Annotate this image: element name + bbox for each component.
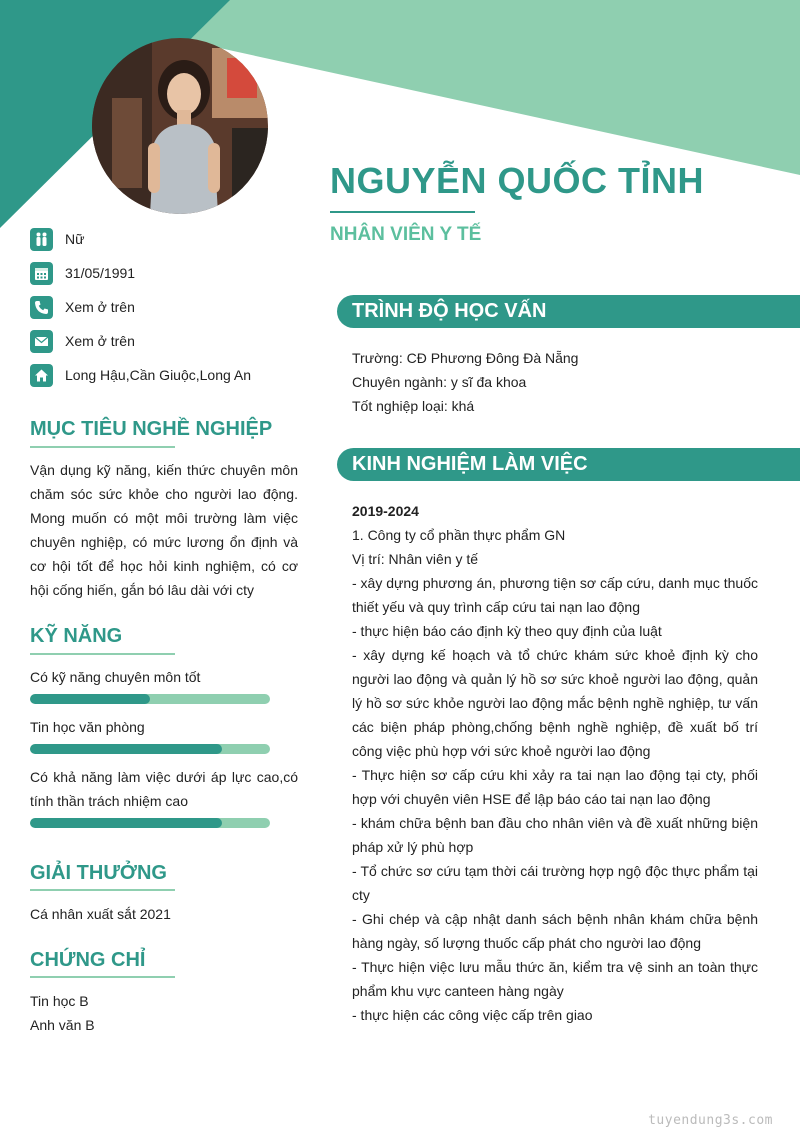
award-item: Cá nhân xuất sắt 2021 [30,906,171,922]
skills-underline [30,653,175,655]
experience-duty: - thực hiện các công việc cấp trên giao [352,1007,593,1023]
mail-icon [30,330,53,353]
certificate-item: Anh văn B [30,1017,95,1033]
contact-phone [30,290,320,324]
skill-label: Có khả năng làm việc dưới áp lực cao,có tính thần trách nhiệm cao [30,769,298,809]
skill-bar-fill [30,694,150,704]
contact-list [30,222,320,392]
awards-title: GIẢI THƯỞNG [30,862,167,884]
objective-text: Vận dụng kỹ năng, kiến thức chuyên môn chăm sóc sức khỏe cho người lao động. Mong muốn có một môi trường làm việc chuyên nghiệp, có mức lương ổn định và cơ hội tốt để học hỏi kinh nghiệm, có cơ hội cống hiến, gắn bó lâu dài với cty [30,462,298,598]
objective-underline [30,446,175,448]
education-title: TRÌNH ĐỘ HỌC VẤN [352,300,547,322]
experience-duty: - Tổ chức sơ cứu tạm thời cái trường hợp ngộ độc thực phẩm tại cty [352,863,758,903]
experience-company: 1. Công ty cổ phần thực phẩm GN [352,527,566,543]
contact-email [30,324,320,358]
skill-bar [30,818,270,828]
skills-title: KỸ NĂNG [30,625,123,647]
certificates-title: CHỨNG CHỈ [30,949,146,971]
education-header [337,295,800,328]
profile-photo [92,38,268,214]
contact-gender [30,222,320,256]
certificates-underline [30,976,175,978]
job-position: NHÂN VIÊN Y TẾ [330,224,482,245]
skill-label: Tin học văn phòng [30,719,145,735]
home-icon [30,364,53,387]
education-major: Chuyên ngành: y sĩ đa khoa [352,374,527,390]
objective-title: MỤC TIÊU NGHỀ NGHIỆP [30,418,273,440]
contact-address-text: Long Hậu,Cần Giuộc,Long An [65,367,252,383]
experience-role: Vị trí: Nhân viên y tế [352,551,479,567]
experience-header [337,448,800,481]
name-underline [330,211,475,213]
experience-title: KINH NGHIỆM LÀM VIỆC [352,453,588,475]
contact-email-text: Xem ở trên [65,333,135,349]
contact-birthday [30,256,320,290]
contact-phone-text: Xem ở trên [65,299,135,315]
experience-duty: - xây dựng phương án, phương tiện sơ cấp cứu, danh mục thuốc thiết yếu và quy trình cấp cứu tai nạn lao động [352,575,758,615]
contact-birthday-text: 31/05/1991 [65,265,136,281]
experience-duty: - Thực hiện sơ cấp cứu khi xảy ra tai nạn lao động tại cty, phối hợp với chuyên viên HSE để lập báo cáo tai nạn lao động [352,767,758,807]
phone-icon [30,296,53,319]
awards-underline [30,889,175,891]
candidate-name: NGUYỄN QUỐC TỈNH [330,160,705,201]
experience-period: 2019-2024 [352,503,419,519]
experience-duty: - Thực hiện việc lưu mẫu thức ăn, kiểm tra vệ sinh an toàn thực phẩm khu vực canteen hàng ngày [352,959,758,999]
skill-bar [30,694,270,704]
skill-bar-fill [30,818,222,828]
experience-duty: - thực hiện báo cáo định kỳ theo quy định của luật [352,623,662,639]
calendar-icon [30,262,53,285]
experience-duty: - Ghi chép và cập nhật danh sách bệnh nhân khám chữa bệnh hàng ngày, số lượng thuốc cấp phát cho người lao động [352,911,758,951]
education-details [352,346,758,418]
contact-address [30,358,320,392]
skill-bar-fill [30,744,222,754]
education-grade: Tốt nghiệp loại: khá [352,398,475,414]
experience-duty: - xây dựng kế hoạch và tổ chức khám sức khoẻ định kỳ cho người lao động và quản lý hồ sơ sức khoẻ người lao động, quản lý hồ sơ sức khỏe người lao động mắc bệnh nghề nghiệp, tư vấn các biện pháp phòng,chống bệnh nghề nghiệp, đề xuất bố trí công việc phù hợp với sức khoẻ người lao động [352,647,758,759]
skill-label: Có kỹ năng chuyên môn tốt [30,669,201,685]
skill-bar [30,744,270,754]
education-school: Trường: CĐ Phương Đông Đà Nẵng [352,350,579,366]
experience-duty: - khám chữa bệnh ban đầu cho nhân viên và đề xuất những biện pháp xử lý phù hợp [352,815,758,855]
gender-icon [30,228,53,251]
contact-gender-text: Nữ [65,231,85,247]
certificate-item: Tin học B [30,993,89,1009]
watermark: tuyendung3s.com [648,1113,773,1128]
experience-details [352,499,758,1027]
